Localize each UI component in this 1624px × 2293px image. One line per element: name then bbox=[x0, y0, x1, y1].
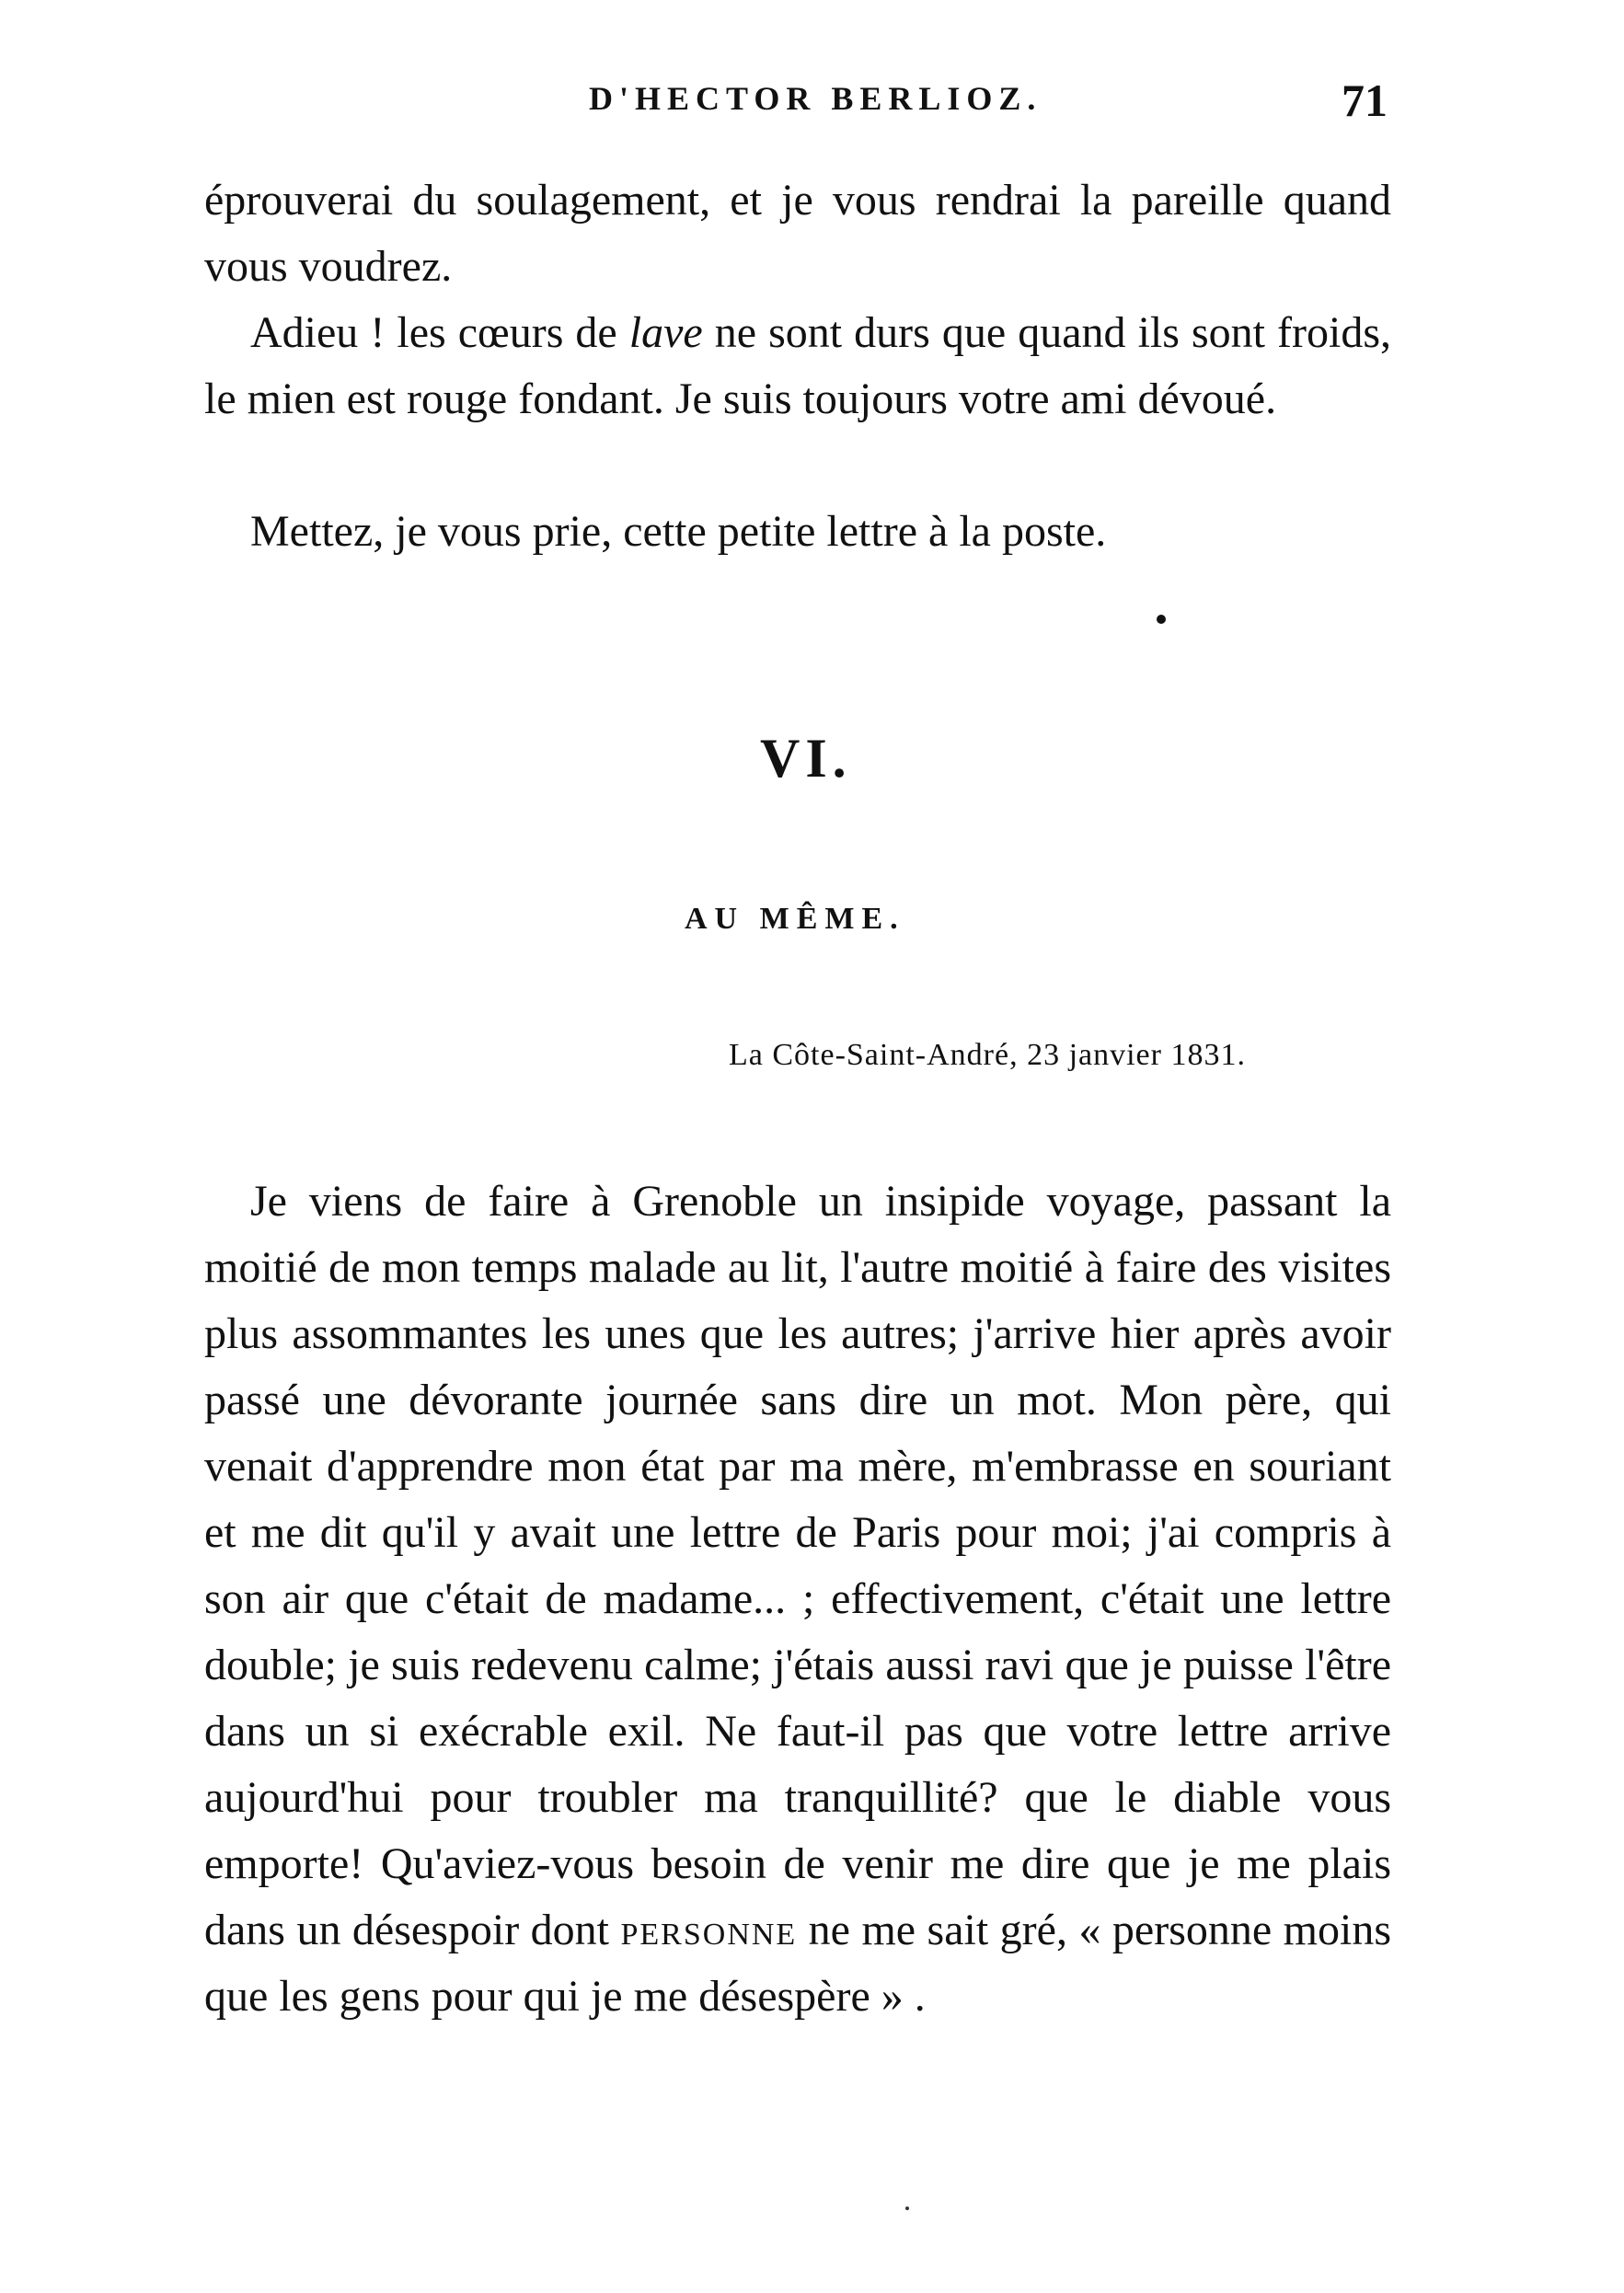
paragraph-2-start: Adieu ! les cœurs de bbox=[250, 308, 629, 357]
ornament-dot bbox=[1157, 615, 1166, 624]
paragraph-1: éprouverai du soulagement, et je vous rendrai la pareille quand vous voudrez. bbox=[204, 176, 1391, 291]
bottom-speck bbox=[905, 2207, 909, 2210]
letter-body-part-2: ne me sait gré, « personne moins que les gens pour qui je me désespère » . bbox=[204, 1906, 1392, 2021]
paragraph-2 bbox=[204, 300, 1391, 432]
letter-dateline: La Côte-Saint-André, 23 janvier 1831. bbox=[729, 1038, 1246, 1072]
running-head bbox=[0, 75, 1624, 134]
section-numeral: VI. bbox=[760, 728, 852, 789]
letter-body-smallcaps: personne bbox=[620, 1906, 798, 1954]
letter-body-part-1: Je viens de faire à Grenoble un insipide voyage, passant la moitié de mon temps malade au lit, l'autre moitié à faire des visites plus assommantes les unes que les autres; j'arrive hier après avoir passé une dévorante journée sans dire un mot. Mon père, qui venait d'apprendre mon état par ma mère, m'embrasse en souriant et me dit qu'il y avait une lettre de Paris pour moi; j'ai compris à son air que c'était de madame... ; effectivement, c'était une lettre double; je suis redevenu calme; j'étais aussi ravi que je puisse l'être dans un si exécrable exil. Ne faut-il pas que votre lettre arrive aujourd'hui pour troubler ma tranquillité? que le diable vous emporte! Qu'aviez-vous besoin de venir me dire que je me plais dans un désespoir dont bbox=[204, 1177, 1391, 1954]
letter-addressee: AU MÊME. bbox=[685, 902, 905, 936]
paragraph-2-end: ne sont durs que quand ils sont froids, le mien est rouge fondant. Je suis toujours votre ami dévoué. bbox=[204, 308, 1392, 423]
paragraph-3: Mettez, je vous prie, cette petite lettre à la poste. bbox=[250, 507, 1107, 556]
page-number: 71 bbox=[1342, 75, 1388, 126]
letter-body bbox=[204, 1169, 1391, 2030]
running-title: D'HECTOR BERLIOZ. bbox=[589, 80, 1042, 117]
italic-word: lave bbox=[628, 308, 703, 357]
